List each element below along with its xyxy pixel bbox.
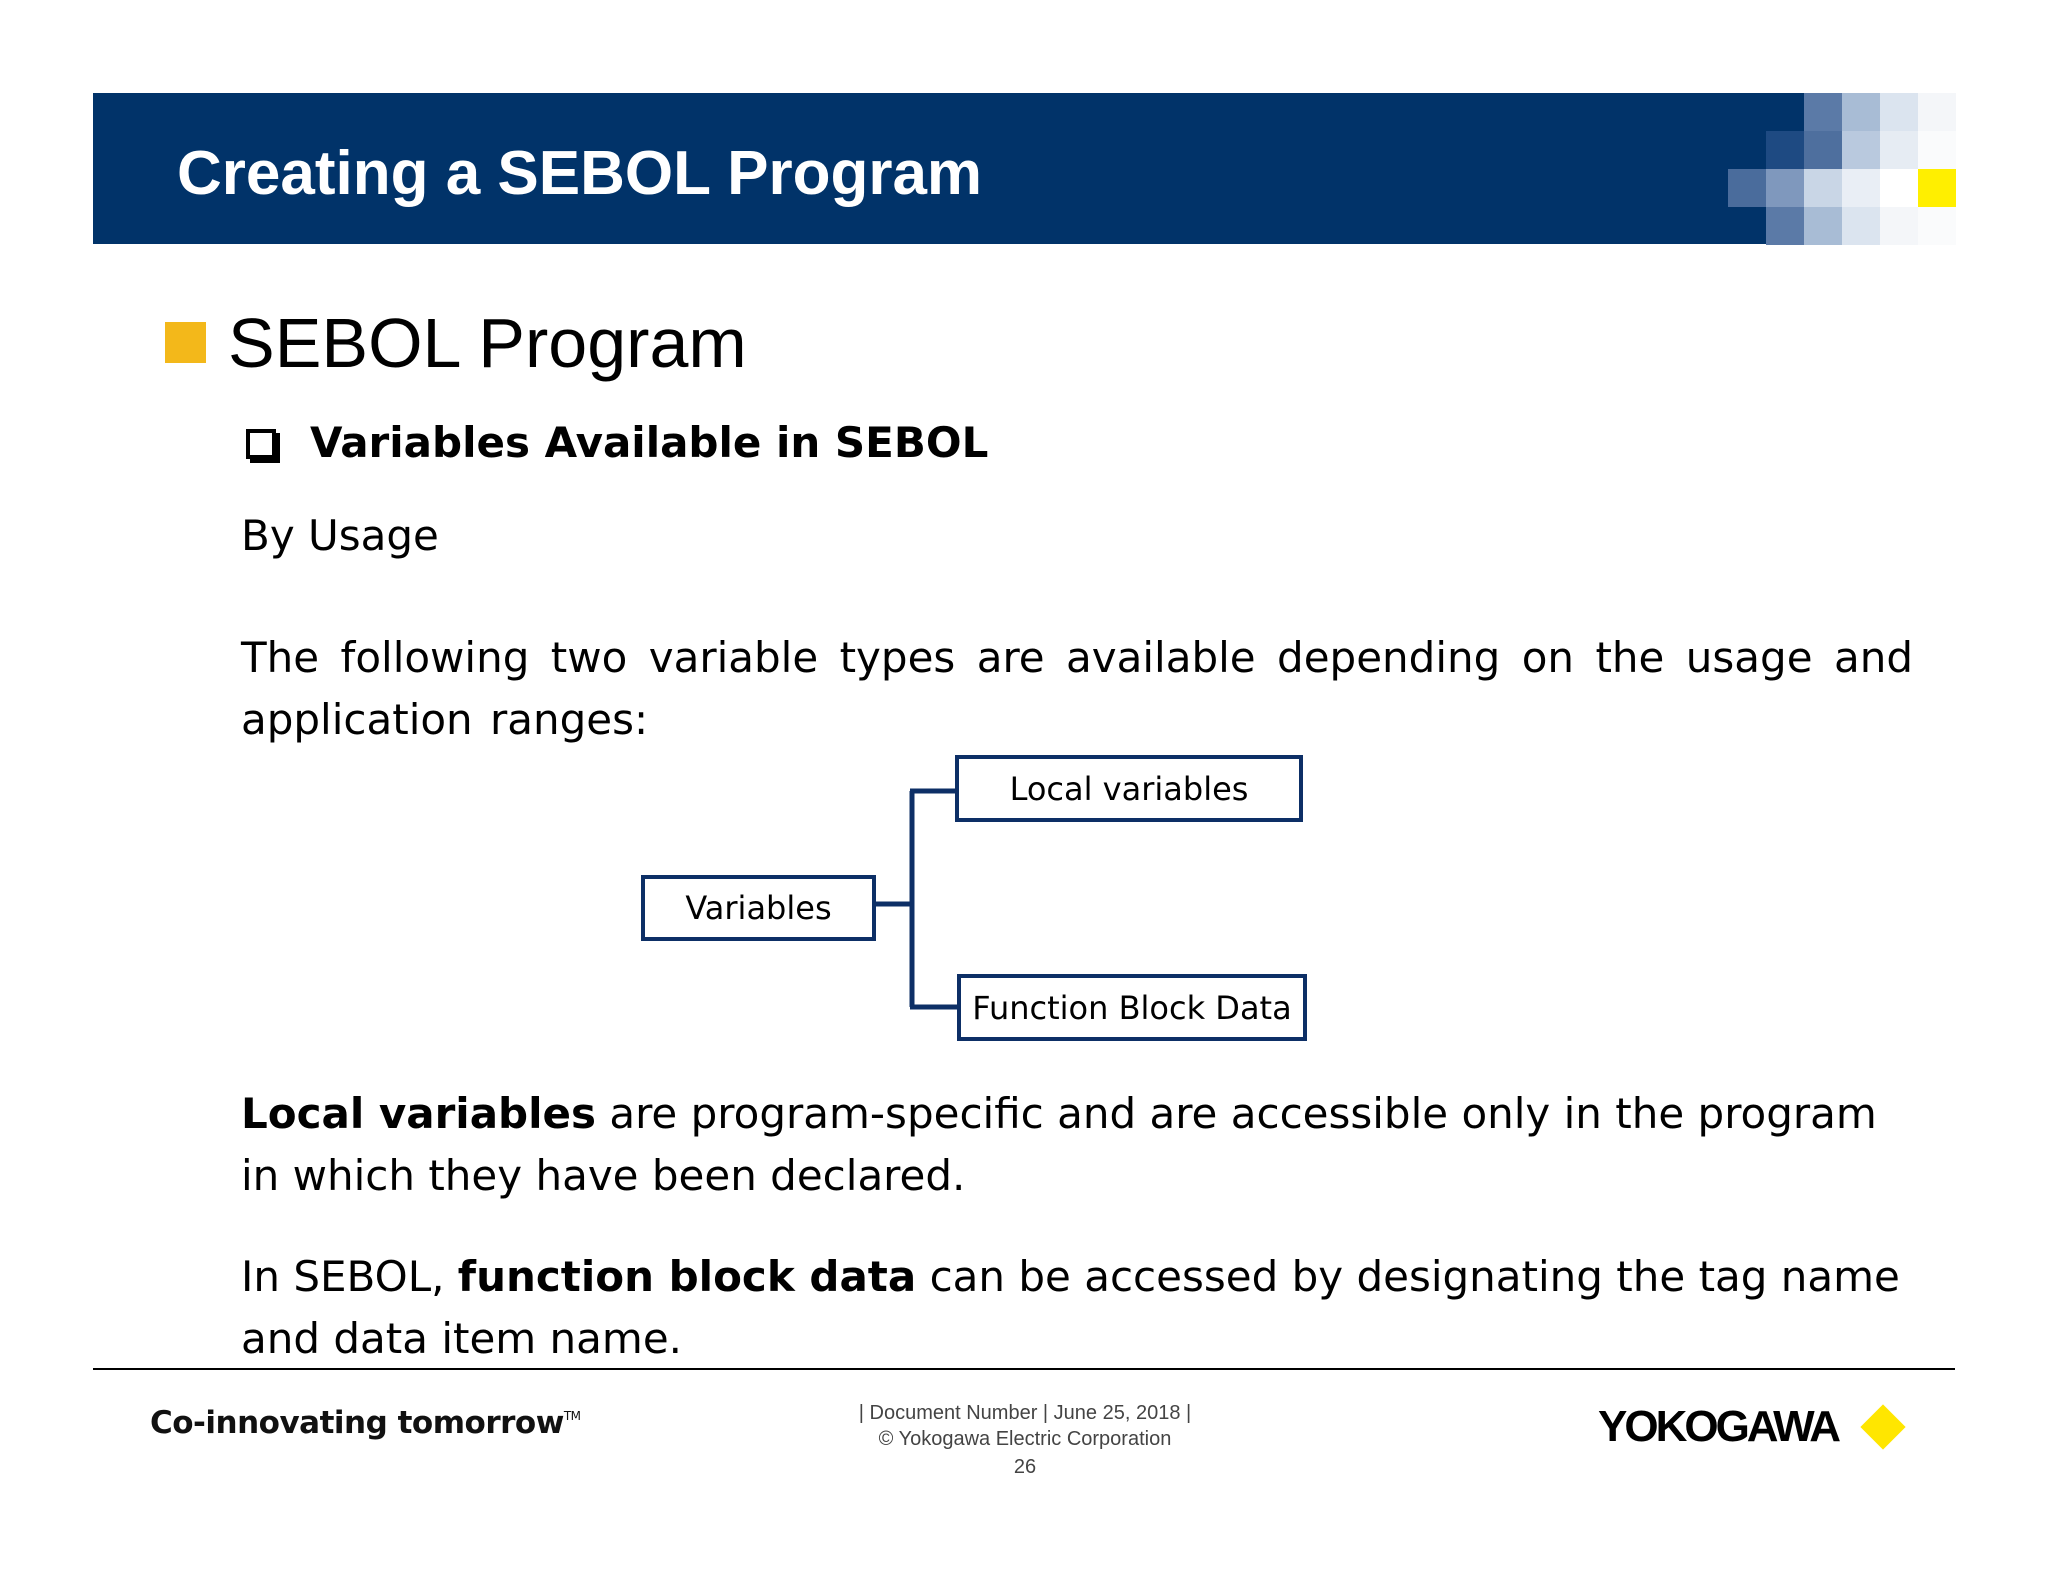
- fbd-prefix: In SEBOL,: [241, 1252, 458, 1301]
- footer-meta: [825, 1400, 1225, 1480]
- diagram-node-function-block-data: Function Block Data: [957, 974, 1307, 1041]
- footer-tagline: [150, 1405, 581, 1441]
- function-block-data-paragraph: [241, 1246, 1921, 1370]
- intro-paragraph: The following two variable types are available depending on the usage and application ranges:: [241, 633, 1913, 744]
- diagram-node-variables: Variables: [641, 875, 876, 941]
- local-variables-term: Local variables: [241, 1089, 596, 1138]
- footer-divider: [93, 1368, 1955, 1370]
- by-usage-label: By Usage: [241, 511, 439, 560]
- local-variables-paragraph: [241, 1083, 1921, 1207]
- tagline-text: Co-innovating tomorrow: [150, 1405, 564, 1441]
- document-info: | Document Number | June 25, 2018 |: [858, 1402, 1192, 1424]
- yokogawa-logo: YOKOGAWA: [1598, 1402, 1839, 1451]
- function-block-data-term: function block data: [457, 1252, 917, 1301]
- copyright-notice: © Yokogawa Electric Corporation: [878, 1428, 1172, 1450]
- page-number: 26: [1013, 1456, 1037, 1478]
- slide-title: Creating a SEBOL Program: [177, 139, 983, 208]
- subsection-title: Variables Available in SEBOL: [310, 418, 989, 467]
- local-variables-description: are program-specific and are accessible only in the program in which they have been declared.: [241, 1089, 1877, 1200]
- trademark-mark: TM: [563, 1409, 581, 1423]
- section-title: SEBOL Program: [228, 304, 747, 382]
- fbd-description: can be accessed by designating the tag name and data item name.: [241, 1252, 1900, 1363]
- diagram-node-local-variables: Local variables: [955, 755, 1303, 822]
